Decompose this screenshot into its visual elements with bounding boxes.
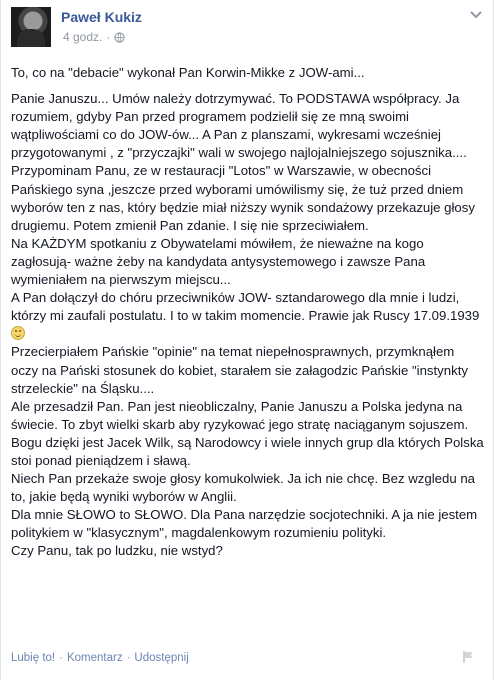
like-link[interactable]: Lubię to!: [11, 652, 56, 664]
share-link[interactable]: Udostępnij: [134, 652, 189, 664]
post-paragraph: Przypominam Panu, ze w restauracji "Lotos" w Warszawie, w obecności Pańskiego syna ,jeszcze przed wyborami umówilismy się, że tuż przed dniem wyborów ten z nas, który będzie miał niższy wynik sondażowy przekazuje głosy drugiemu. Potem zmienił Pan zdanie. I się nie sprzeciwiałem.: [11, 163, 475, 233]
post-header: [11, 6, 485, 54]
flag-icon[interactable]: [461, 650, 475, 664]
avatar[interactable]: [11, 7, 51, 47]
comment-link[interactable]: Komentarz: [66, 652, 123, 664]
post-paragraph: Panie Januszu... Umów należy dotrzymywać. To PODSTAWA współpracy. Ja rozumiem, gdyby Pan przed programem podzielił się ze mną swoimi wątpliwościami co do JOW-ów... A Pan z planszami, wykresami wcześniej przygotowanymi , z "przyczajki" wali w swojego najlojalniejszego sojusznika....: [11, 91, 467, 161]
post-paragraph: Dla mnie SŁOWO to SŁOWO. Dla Pana narzędzie socjotechniki. A ja nie jestem politykiem w "klasycznym", magdalenkowym rozumieniu polityki.: [11, 507, 478, 541]
post-paragraph: Na KAŻDYM spotkaniu z Obywatelami mówiłem, że nieważne na kogo zagłosują- ważne żeby na kandydata antysystemowego i zawsze Pana wymieniałem na pierwszym miejscu...: [11, 235, 426, 288]
post-paragraph: Bogu dzięki jest Jacek Wilk, są Narodowcy i wiele innych grup dla których Polska stoi ponad pieniądzem i sławą.: [11, 434, 484, 468]
timestamp[interactable]: 4 godz.: [63, 30, 103, 44]
action-separator: ·: [59, 652, 63, 664]
post-paragraph: Przecierpiałem Pańskie "opinie" na temat niepełnosprawnych, przymknąłem oczy na Pański stosunek do kobiet, starałem sie załagodzic Pańskie "instynkty strzeleckie" na Śląsku....: [11, 344, 468, 396]
post-body: [11, 64, 485, 561]
post-paragraph-with-emoticon: [11, 289, 485, 343]
post-paragraph: Ale przesadził Pan. Pan jest nieobliczalny, Panie Januszu a Polska jedyna na świecie. To zbyt wielki skarb aby ryzykować jego stratę naciąganym sojuszem.: [11, 398, 469, 432]
post-meta: [63, 30, 125, 44]
globe-icon[interactable]: [114, 32, 125, 43]
meta-separator: ·: [106, 30, 111, 44]
post-paragraph: To, co na "debacie" wykonał Pan Korwin-Mikke z JOW-ami...: [11, 65, 365, 80]
post-paragraph: Niech Pan przekaże swoje głosy komukolwiek. Ja ich nie chcę. Bez wzgledu na to, jakie będą wyniki wyborów w Anglii.: [11, 471, 475, 505]
author-name[interactable]: Paweł Kukiz: [61, 9, 142, 25]
action-separator: ·: [126, 652, 131, 664]
smiley-icon: [11, 326, 25, 340]
post-paragraph: Czy Panu, tak po ludzku, nie wstyd?: [11, 543, 223, 559]
post-actions: [11, 648, 485, 668]
chevron-down-icon[interactable]: [469, 10, 483, 20]
post-paragraph: A Pan dołączył do chóru przeciwników JOW- sztandarowego dla mnie i ludzi, którzy mi zaufali postulatu. I to w takim momencie. Prawie jak Ruscy 17.09.1939: [11, 290, 480, 324]
